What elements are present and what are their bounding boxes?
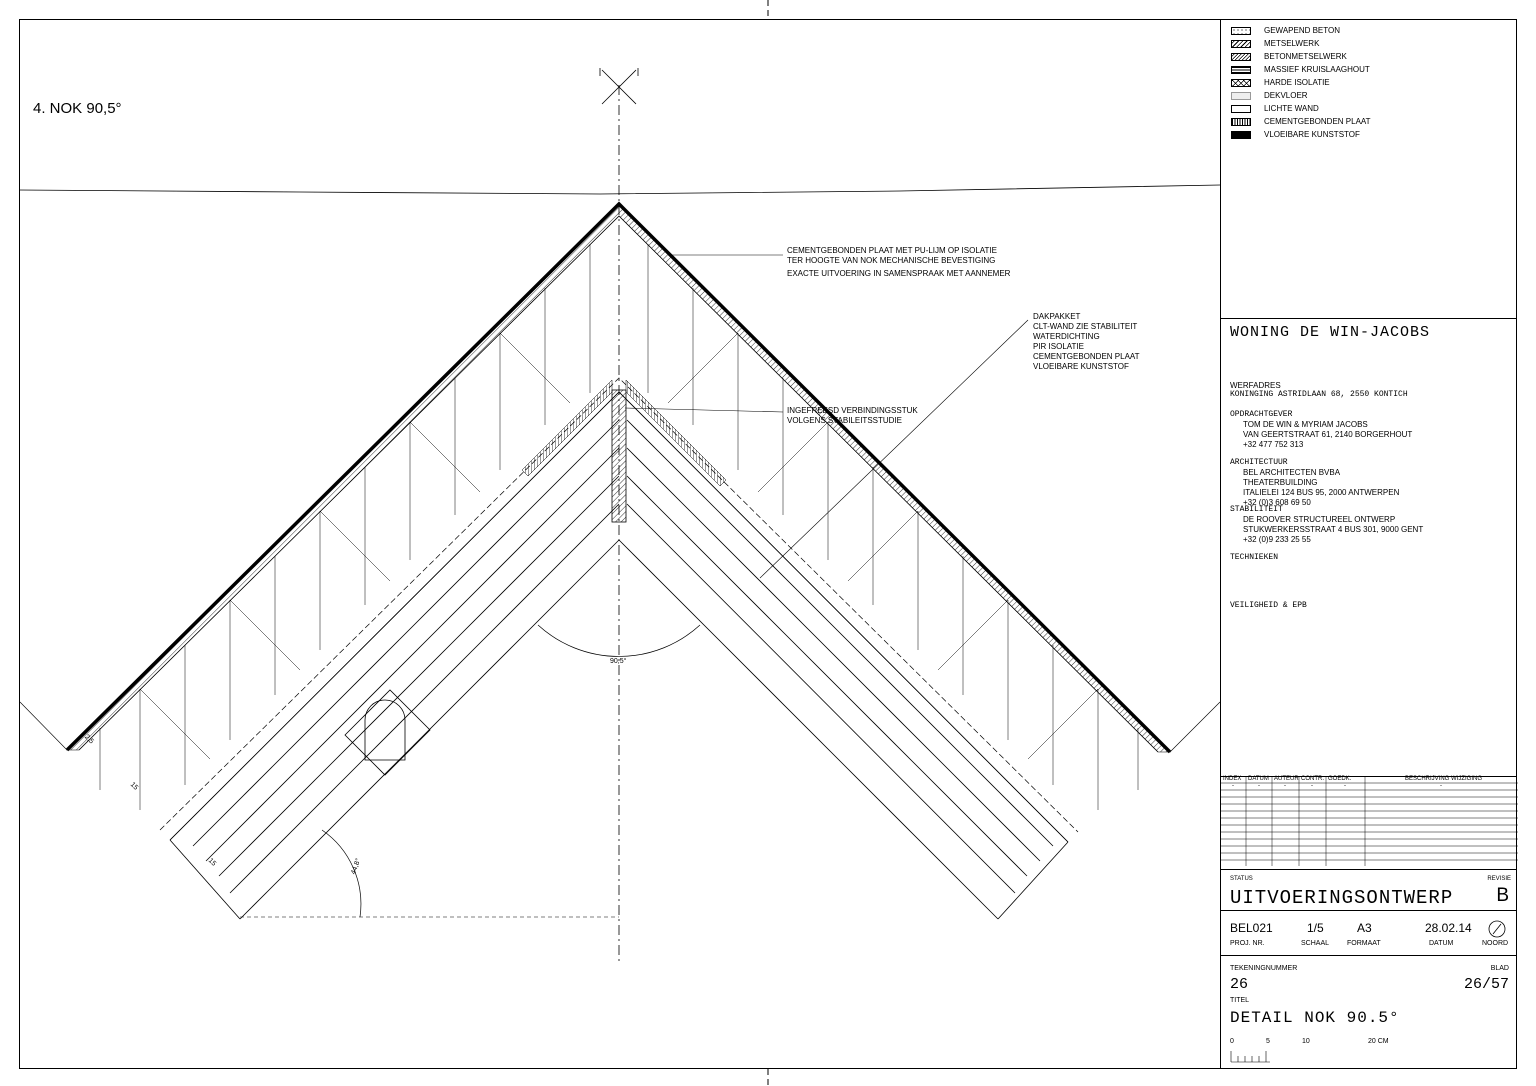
annotation-line: INGEFREESD VERBINDINGSSTUK [787, 406, 918, 415]
annotation-line: CEMENTGEBONDEN PLAAT [1033, 352, 1140, 361]
legend-label: MASSIEF KRUISLAAGHOUT [1264, 65, 1370, 74]
break-line [19, 185, 1220, 194]
detail-title: 4. NOK 90,5° [33, 100, 122, 117]
client-line: TOM DE WIN & MYRIAM JACOBS [1243, 420, 1368, 429]
sheet-title: DETAIL NOK 90.5° [1230, 1009, 1400, 1027]
format: A3 [1357, 921, 1372, 935]
client-line: VAN GEERTSTRAAT 61, 2140 BORGERHOUT [1243, 430, 1413, 439]
divider [1221, 869, 1517, 870]
legend-label: HARDE ISOLATIE [1264, 78, 1330, 87]
scale-tick-label: 20 CM [1368, 1038, 1389, 1045]
annotation-line: PIR ISOLATIE [1033, 342, 1084, 351]
legend-item [1231, 90, 1308, 102]
scale-label: SCHAAL [1301, 940, 1330, 947]
revision-table [1221, 776, 1518, 866]
sheet-number-label: TEKENINGNUMMER [1230, 965, 1298, 972]
werfadres-label: WERFADRES [1230, 381, 1281, 390]
legend-item [1231, 129, 1360, 141]
divider [1221, 910, 1517, 911]
legend-item [1231, 25, 1340, 37]
client-label: OPDRACHTGEVER [1230, 410, 1293, 419]
blad-label: BLAD [1490, 965, 1509, 972]
dimension-2-5: 2,5 [82, 733, 95, 746]
legend-item [1231, 103, 1319, 115]
north-label: NOORD [1482, 940, 1509, 947]
cement-board-strip-right [626, 380, 726, 486]
extension-line-right [1170, 702, 1220, 752]
revision-header: DATUM [1248, 776, 1269, 782]
connector-piece [612, 390, 626, 522]
client-line: +32 477 752 313 [1243, 440, 1304, 449]
revisie-label: REVISIE [1487, 876, 1511, 882]
revision-header: CONTR. [1301, 776, 1324, 782]
annotation-cement-plate [787, 246, 1010, 279]
legend-swatch-vertical [1231, 118, 1251, 126]
revision-cell: - [1311, 783, 1313, 789]
legend-swatch-lines [1231, 66, 1251, 74]
project-number: BEL021 [1230, 921, 1273, 935]
scale-bar [1230, 1049, 1290, 1063]
legend-label: DEKVLOER [1264, 91, 1308, 100]
annotation-line: EXACTE UITVOERING IN SAMENSPRAAK MET AANNEMER [787, 269, 1011, 278]
architect-line: BEL ARCHITECTEN BVBA [1243, 468, 1341, 477]
status-label: STATUS [1230, 876, 1253, 882]
divider [1221, 318, 1517, 319]
annotation-line: TER HOOGTE VAN NOK MECHANISCHE BEVESTIGING [787, 256, 996, 265]
north-arrow-icon [1487, 919, 1507, 939]
clt-layers-right [619, 392, 1068, 919]
legend-label: BETONMETSELWERK [1264, 52, 1347, 61]
annotation-line: VOLGENS STABILEITSSTUDIE [787, 416, 902, 425]
legend-swatch-cross [1231, 79, 1251, 87]
werfadres: KONINGING ASTRIDLAAN 68, 2550 KONTICH [1230, 390, 1408, 399]
annotation-line: VLOEIBARE KUNSTSTOF [1033, 362, 1129, 371]
legend-label: GEWAPEND BETON [1264, 26, 1341, 35]
architect-line: THEATERBUILDING [1243, 478, 1318, 487]
project-number-label: PROJ. NR. [1230, 940, 1265, 947]
legend-label: VLOEIBARE KUNSTSTOF [1264, 130, 1360, 139]
scale: 1/5 [1307, 921, 1324, 935]
gutter-box [345, 690, 430, 775]
legend-label: CEMENTGEBONDEN PLAAT [1264, 117, 1371, 126]
extension-line-left [20, 702, 67, 750]
revision-cell: - [1232, 783, 1234, 789]
legend-label: LICHTE WAND [1264, 104, 1319, 113]
stability-line: DE ROOVER STRUCTUREEL ONTWERP [1243, 515, 1396, 524]
date-label: DATUM [1429, 940, 1454, 947]
safety-label: VEILIGHEID & EPB [1230, 601, 1307, 610]
format-label: FORMAAT [1347, 940, 1381, 947]
revisie-value: B [1496, 885, 1509, 906]
annotation-line: CEMENTGEBONDEN PLAAT MET PU-LIJM OP ISOLATIE [787, 246, 997, 255]
architect-line: +32 (0)3 608 69 50 [1243, 498, 1311, 507]
client-info [1243, 420, 1412, 450]
legend-swatch-dots [1231, 27, 1251, 35]
sheet-number: 26 [1230, 976, 1249, 993]
stability-line: +32 (0)9 233 25 55 [1243, 535, 1311, 544]
annotation-connector [787, 406, 918, 426]
legend-item [1231, 64, 1370, 76]
dimension-15-b: 15 [206, 857, 218, 868]
status-value: UITVOERINGSONTWERP [1230, 887, 1454, 909]
title-label: TITEL [1230, 997, 1250, 1004]
divider [1221, 955, 1517, 956]
cement-board-strip-left [522, 380, 612, 476]
legend-item [1231, 116, 1371, 128]
legend-item [1231, 77, 1330, 89]
scale-tick-label: 10 [1302, 1038, 1310, 1045]
stability-info [1243, 515, 1423, 545]
legend-swatch-hatch [1231, 40, 1251, 48]
annotation-dakpakket [1033, 312, 1140, 372]
revision-cell: - [1258, 783, 1260, 789]
architect-line: ITALIELEI 124 BUS 95, 2000 ANTWERPEN [1243, 488, 1400, 497]
date: 28.02.14 [1425, 921, 1472, 935]
annotation-line: CLT-WAND ZIE STABILITEIT [1033, 322, 1138, 331]
clt-layers-left [170, 392, 619, 919]
dimension-15-a: 15 [128, 781, 140, 792]
legend-item [1231, 51, 1347, 63]
legend-swatch-solid [1231, 131, 1251, 139]
blad: 26/57 [1463, 976, 1509, 993]
legend-label: METSELWERK [1264, 39, 1320, 48]
revision-header: BESCHRIJVING WIJZIGING [1405, 776, 1483, 782]
stability-label: STABILITEIT [1230, 505, 1283, 514]
scale-tick-label: 0 [1230, 1038, 1234, 1045]
revision-header: AUTEUR [1274, 776, 1299, 782]
revision-cell: - [1440, 783, 1442, 789]
techniques-label: TECHNIEKEN [1230, 553, 1279, 562]
title-block [1220, 19, 1517, 1069]
legend-swatch-empty [1231, 105, 1251, 113]
insulation-grid-left [100, 244, 590, 810]
architect-label: ARCHITECTUUR [1230, 458, 1288, 467]
legend-swatch-light [1231, 92, 1251, 100]
legend-swatch-hatch [1231, 53, 1251, 61]
project-name: WONING DE WIN-JACOBS [1230, 324, 1431, 341]
stability-line: STUKWERKERSSTRAAT 4 BUS 301, 9000 GENT [1243, 525, 1424, 534]
scale-tick-label: 5 [1266, 1038, 1270, 1045]
annotation-line: WATERDICHTING [1033, 332, 1100, 341]
revision-header: GOEDK. [1328, 776, 1352, 782]
annotation-line: DAKPAKKET [1033, 312, 1081, 321]
revision-header: INDEX [1223, 776, 1242, 782]
revision-cell: - [1344, 783, 1346, 789]
architect-info [1243, 468, 1399, 508]
slope-angle-label: 44,8° [350, 857, 363, 876]
ridge-angle-label: 90,5° [610, 658, 627, 665]
legend-item [1231, 38, 1319, 50]
revision-cell: - [1284, 783, 1286, 789]
